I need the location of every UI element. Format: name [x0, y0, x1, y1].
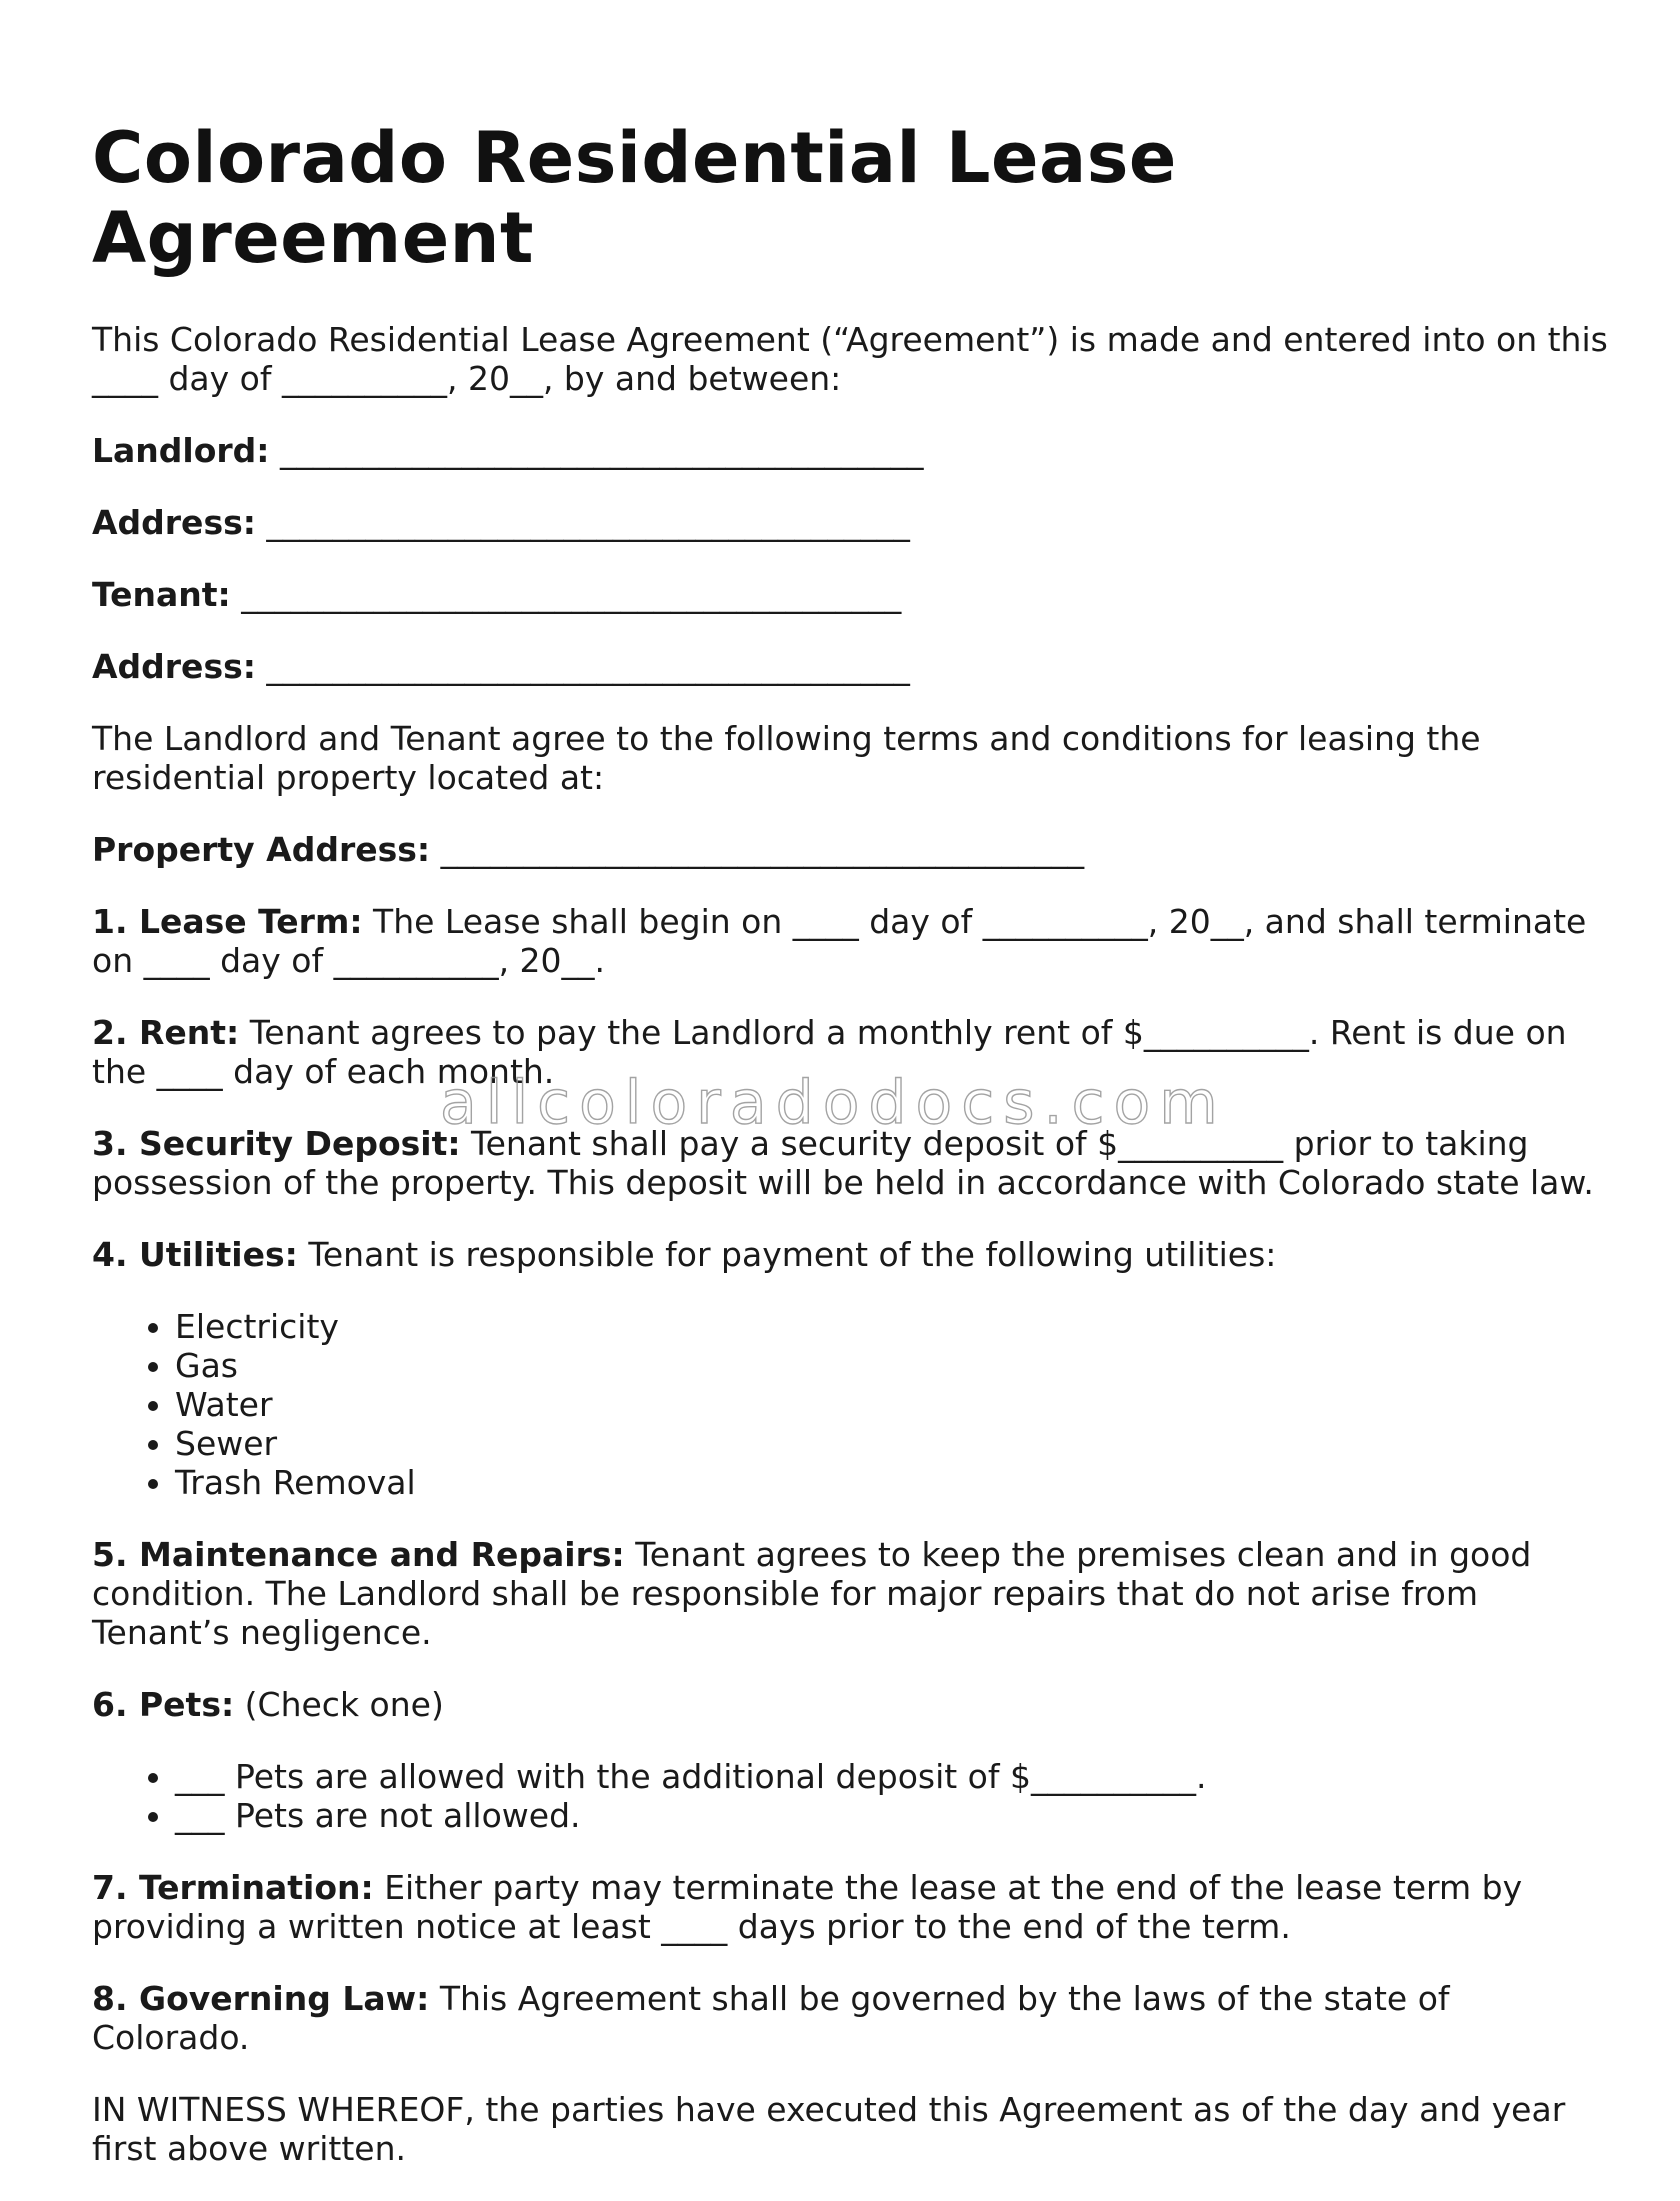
landlord-address-blank: _______________________________________: [266, 503, 910, 542]
section-text: (Check one): [244, 1685, 444, 1724]
tenant-address-blank: _______________________________________: [266, 647, 910, 686]
section-text: Tenant agrees to pay the Landlord a monthly rent of $__________. Rent is due on the ____ day of each month.: [92, 1013, 1567, 1091]
section-rent: [92, 1013, 1612, 1091]
section-text: This Agreement shall be governed by the laws of the state of Colorado.: [92, 1979, 1450, 2057]
section-heading: 2. Rent:: [92, 1013, 240, 1052]
tenant-address-label: Address:: [92, 647, 256, 686]
witness-paragraph: IN WITNESS WHEREOF, the parties have executed this Agreement as of the day and year first above written.: [92, 2090, 1566, 2168]
section-governing-law: [92, 1979, 1612, 2057]
section-text: The Lease shall begin on ____ day of __________, 20__, and shall terminate on ____ day of __________, 20__.: [92, 902, 1587, 980]
landlord-address-label: Address:: [92, 503, 256, 542]
tenant-blank: ________________________________________: [241, 575, 902, 614]
section-security-deposit: [92, 1124, 1612, 1202]
section-text: Either party may terminate the lease at the end of the lease term by providing a written notice at least ____ days prior to the end of the term.: [92, 1868, 1523, 1946]
list-item: • Sewer: [175, 1424, 1612, 1463]
section-heading: 6. Pets:: [92, 1685, 235, 1724]
list-item: • Trash Removal: [175, 1463, 1612, 1502]
section-heading: 7. Termination:: [92, 1868, 374, 1907]
property-address-blank: _______________________________________: [440, 830, 1085, 869]
list-item: • Water: [175, 1385, 1612, 1424]
section-pets: [92, 1685, 1612, 1724]
lease-document: [92, 0, 1612, 2201]
section-heading: 8. Governing Law:: [92, 1979, 430, 2018]
property-address-field: [92, 830, 1612, 869]
section-utilities: [92, 1235, 1612, 1274]
landlord-field: [92, 431, 1612, 470]
section-termination: [92, 1868, 1612, 1946]
pets-options-list: [92, 1757, 1612, 1835]
list-item: • Electricity: [175, 1307, 1612, 1346]
section-maintenance: [92, 1535, 1612, 1652]
section-heading: 5. Maintenance and Repairs:: [92, 1535, 625, 1574]
terms-intro-paragraph: The Landlord and Tenant agree to the following terms and conditions for leasing the residential property located at:: [92, 719, 1481, 797]
section-text: Tenant agrees to keep the premises clean and in good condition. The Landlord shall be responsible for major repairs that do not arise from Tenant’s negligence.: [92, 1535, 1532, 1652]
intro-paragraph: This Colorado Residential Lease Agreement (“Agreement”) is made and entered into on this ____ day of __________, 20__, by and between:: [92, 320, 1608, 398]
landlord-label: Landlord:: [92, 431, 270, 470]
tenant-field: [92, 575, 1612, 614]
document-title: Colorado Residential Lease Agreement: [92, 117, 1177, 279]
section-heading: 1. Lease Term:: [92, 902, 363, 941]
tenant-label: Tenant:: [92, 575, 231, 614]
landlord-address-field: [92, 503, 1612, 542]
section-lease-term: [92, 902, 1612, 980]
list-item: • Gas: [175, 1346, 1612, 1385]
list-item: • ___ Pets are not allowed.: [175, 1796, 1612, 1835]
watermark: allcoloradodocs.com: [440, 1068, 1227, 1138]
landlord-blank: _______________________________________: [280, 431, 924, 470]
property-address-label: Property Address:: [92, 830, 431, 869]
list-item: • ___ Pets are allowed with the additional deposit of $__________.: [175, 1757, 1612, 1796]
tenant-address-field: [92, 647, 1612, 686]
section-heading: 3. Security Deposit:: [92, 1124, 461, 1163]
utilities-list: [92, 1307, 1612, 1502]
section-text: Tenant shall pay a security deposit of $__________ prior to taking possession of the property. This deposit will be held in accordance with Colorado state law.: [92, 1124, 1594, 1202]
section-text: Tenant is responsible for payment of the following utilities:: [308, 1235, 1277, 1274]
section-heading: 4. Utilities:: [92, 1235, 298, 1274]
